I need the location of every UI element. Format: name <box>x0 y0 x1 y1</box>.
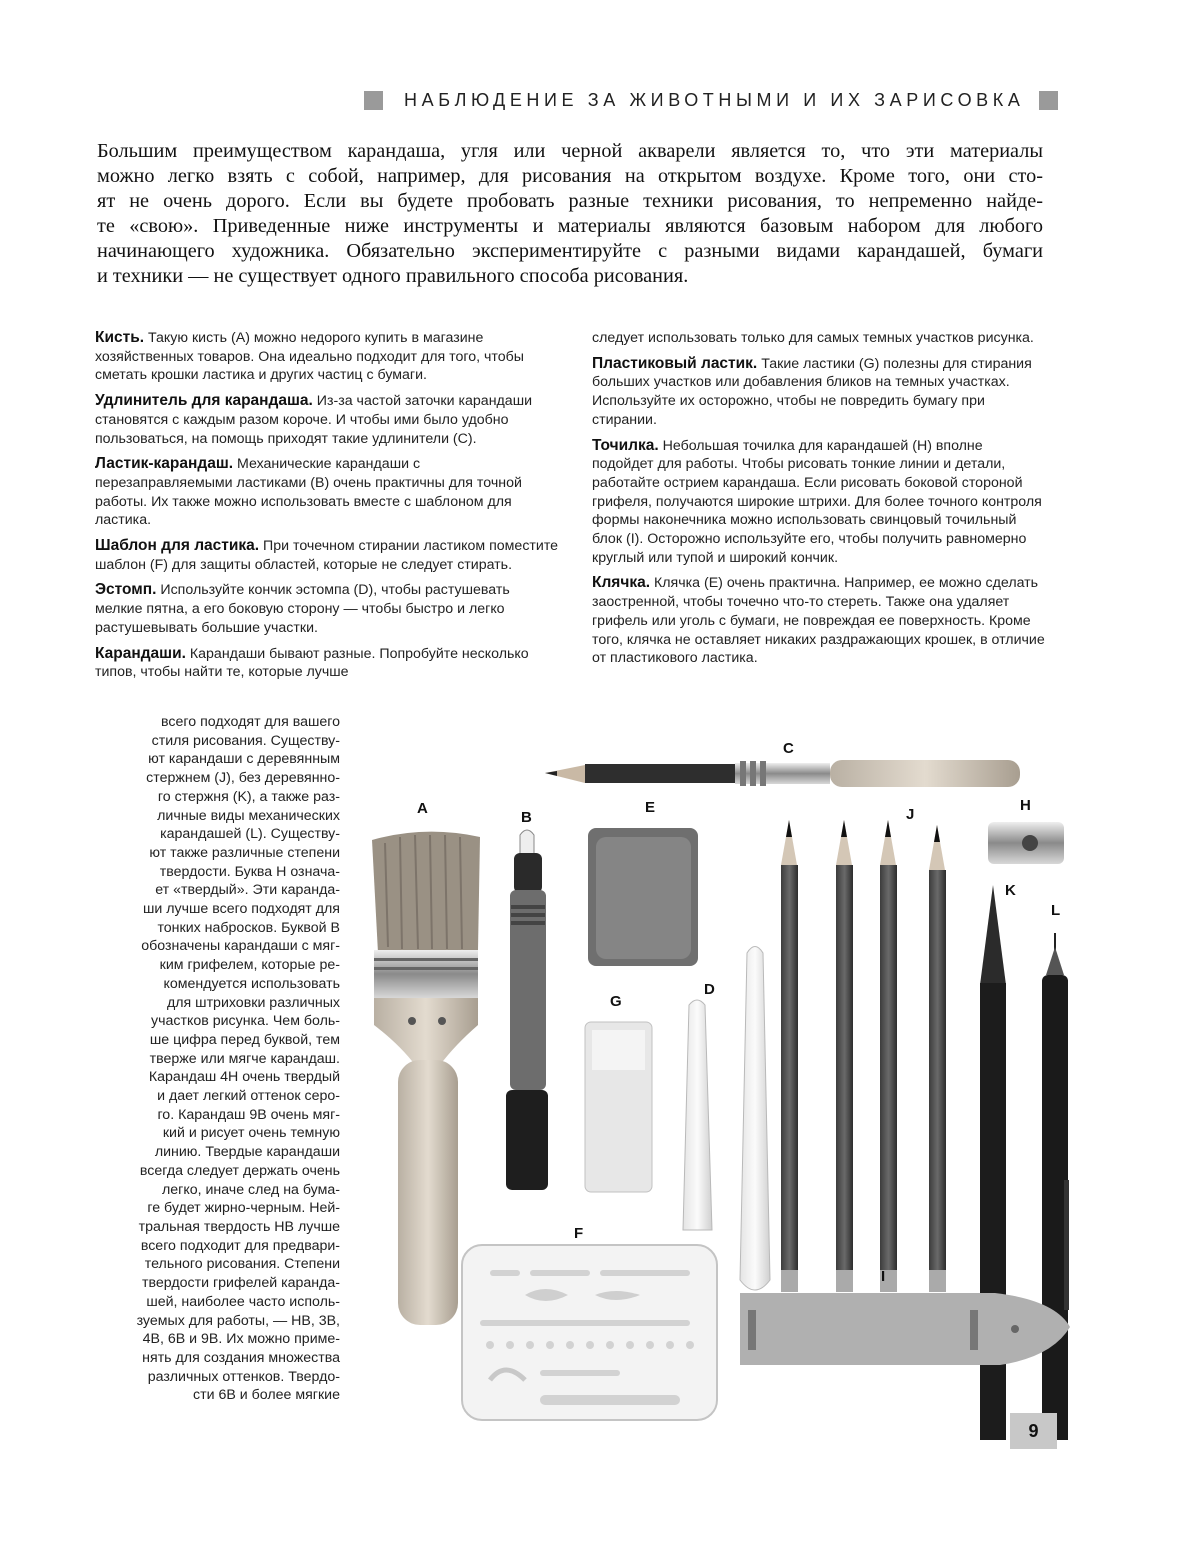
narrow-line: твердости грифелей каранда- <box>142 1275 340 1292</box>
tool-title: Карандаши. <box>95 644 186 662</box>
narrow-line: кий и рисует очень темную <box>162 1125 340 1142</box>
narrow-line: обозначены карандаши с мяг- <box>141 938 340 955</box>
tool-text: Клячка (E) очень практична. Например, ее можно сделать заостренной, чтобы точечно что-то стереть. Также она удаляет грифель или уголь с бумаги, не повреждая ее поверхность. Кроме того, клячка не оставляет никаких раздражающих крошек, в отличие от пластикового ластика. <box>592 575 1045 667</box>
narrow-line: ют карандаши с деревянным <box>148 751 340 768</box>
tool-title: Ластик-карандаш. <box>95 455 234 473</box>
narrow-line: всего подходят для вашего <box>161 714 340 730</box>
narrow-line: ким грифелем, которые ре- <box>159 957 340 974</box>
tool-entry <box>592 574 1047 668</box>
narrow-line: Карандаш 4H очень твердый <box>148 1069 340 1086</box>
tools-illustration <box>340 725 1096 1440</box>
narrow-line: тонких набросков. Буквой B <box>157 919 340 936</box>
narrow-line: шей, наиболее часто исполь- <box>146 1293 340 1310</box>
narrow-line: го. Карандаш 9B очень мяг- <box>157 1106 340 1123</box>
photo-label-e: E <box>645 799 656 816</box>
narrow-line: ше цифра перед буквой, тем <box>149 1031 340 1048</box>
narrow-line: ют также различные степени <box>149 844 340 861</box>
narrow-line: тральная твердость HB лучше <box>138 1218 340 1235</box>
photo-label-i: I <box>881 1268 886 1285</box>
narrow-line: ши лучше всего подходят для <box>143 901 340 918</box>
continuation-text: следует использовать только для самых темных участков рисунка. <box>592 330 1034 346</box>
tool-entry <box>95 392 560 448</box>
tool-text: Небольшая точилка для карандашей (H) вполне подойдет для работы. Чтобы рисовать тонкие линии и детали, работайте острием карандаша. Если рисовать боковой стороной грифеля, получаются широкие штрихи. Для более точного контроля формы наконечника можно использовать свинцовый точильный блок (I). Осторожно используйте его, чтобы получить равномерно круглый или тупой и широкий кончик. <box>592 437 1042 566</box>
narrow-line: комендуется использовать <box>163 975 340 992</box>
narrow-line: всегда следует держать очень <box>139 1162 340 1179</box>
tool-title: Кисть. <box>95 329 145 346</box>
tool-entry <box>592 437 1047 568</box>
narrow-line: сти 6B и более мягкие <box>193 1387 340 1404</box>
intro-line: те «свою». Приведенные ниже инструменты и материалы являются базовым набором для любого <box>97 215 1043 237</box>
narrow-line: го стержня (K), а также раз- <box>157 788 340 805</box>
pencil-extender-c <box>545 760 1020 787</box>
tool-title: Точилка. <box>592 436 659 454</box>
header-square-right <box>1039 91 1058 110</box>
narrow-line: легко, иначе след на бума- <box>161 1181 340 1198</box>
eraser-pencil-b <box>506 830 548 1190</box>
narrow-line: линию. Твердые карандаши <box>154 1144 340 1161</box>
mechanical-pencil-l <box>1042 933 1069 1440</box>
narrow-line: и дает легкий оттенок серо- <box>157 1088 340 1105</box>
tool-entry <box>95 581 560 637</box>
narrow-line: стиля рисования. Существу- <box>151 732 340 749</box>
tool-text: Карандаши бывают разные. Попробуйте несколько типов, чтобы найти те, которые лучше <box>95 645 529 681</box>
narrow-line: нять для создания множества <box>142 1349 340 1366</box>
photo-label-g: G <box>610 993 622 1010</box>
photo-label-k: K <box>1005 882 1016 899</box>
tool-title: Удлинитель для карандаша. <box>95 392 313 410</box>
narrow-line: ет «твердый». Эти каранда- <box>155 882 340 899</box>
intro-line: начинающего художника. Обязательно экспериментируйте с разными видами карандашей, бумаги <box>97 240 1043 262</box>
intro-paragraph <box>97 139 1043 289</box>
narrow-line: стержнем (J), без деревянно- <box>146 770 340 787</box>
sandpaper-block-i <box>740 1293 1070 1365</box>
narrow-line: участков рисунка. Чем боль- <box>151 1013 340 1030</box>
photo-label-d: D <box>704 981 715 998</box>
plastic-eraser-g <box>585 1022 652 1192</box>
tool-text: Механические карандаши с перезаправляемыми ластиками (B) очень практичны для точной работы. Их также можно использовать вместе с шаблоном для ластика. <box>95 456 522 529</box>
photo-label-b: B <box>521 809 532 826</box>
narrow-line: для штриховки различных <box>167 994 340 1011</box>
tools-photo <box>340 725 1096 1440</box>
tool-text: При точечном стирании ластиком поместите шаблон (F) для защиты областей, которые не следует стирать. <box>95 538 559 573</box>
intro-line: ят не очень дорого. Если вы будете пробовать разные техники рисования, то непременно найде- <box>97 190 1043 212</box>
photo-label-a: A <box>417 800 428 817</box>
tool-title: Шаблон для ластика. <box>95 537 260 555</box>
narrow-line: 4B, 6B и 9B. Их можно приме- <box>142 1331 340 1348</box>
right-column <box>592 329 1047 675</box>
narrow-line: различных оттенков. Твердо- <box>147 1368 340 1385</box>
tool-title: Пластиковый ластик. <box>592 354 758 372</box>
tool-text: Из-за частой заточки карандаши становятся с каждым разом короче. И чтобы ими было удобно пользоваться, на помощь приходят такие удлинители (C). <box>95 393 532 447</box>
header-title: НАБЛЮДЕНИЕ ЗА ЖИВОТНЫМИ И ИХ ЗАРИСОВКА <box>404 90 1025 110</box>
tool-text: Такую кисть (A) можно недорого купить в магазине хозяйственных товаров. Она идеально подходит для того, чтобы сметать крошки ластика и других частиц с бумаги. <box>95 330 524 384</box>
intro-line: Большим преимуществом карандаша, угля или черной акварели является то, что эти материалы <box>97 140 1043 162</box>
narrow-line: карандашей (L). Существу- <box>160 826 340 843</box>
sharpener-h <box>988 822 1064 864</box>
photo-label-h: H <box>1020 797 1031 814</box>
photo-label-j: J <box>906 806 915 823</box>
narrow-line: тельного рисования. Степени <box>144 1256 340 1273</box>
narrow-line: личные виды механических <box>157 807 340 824</box>
tool-entry <box>95 537 560 574</box>
tool-entry <box>95 645 560 682</box>
pencils-narrow-column <box>95 713 340 1405</box>
running-header <box>364 88 1058 112</box>
brush-a <box>372 832 480 1325</box>
tool-title: Клячка. <box>592 574 651 592</box>
eraser-shield-f <box>462 1245 717 1420</box>
photo-label-c: C <box>783 740 794 757</box>
narrow-line: зуемых для работы, — HB, 3B, <box>136 1312 340 1329</box>
tool-title: Эстомп. <box>95 581 157 599</box>
intro-line: можно легко взять с собой, например, для рисования на открытом воздухе. Кроме того, они сто- <box>97 165 1043 187</box>
photo-label-f: F <box>574 1225 584 1242</box>
tool-text: Такие ластики (G) полезны для стирания больших участков или добавления бликов на темных участках. Используйте их осторожно, чтобы не повредить бумагу при стирании. <box>592 355 1032 428</box>
tool-entry <box>95 455 560 530</box>
photo-label-l: L <box>1051 902 1061 919</box>
tool-text: Используйте кончик эстомпа (D), чтобы растушевать мелкие пятна, а его боковую сторону — чтобы быстро и легко растушевывать большие участки. <box>95 582 510 636</box>
wooden-pencils-j <box>781 820 946 1292</box>
narrow-line: ге будет жирно-черным. Ней- <box>147 1200 340 1217</box>
kneaded-eraser-e <box>588 828 698 966</box>
left-column <box>95 329 560 689</box>
blending-stumps-d <box>683 947 770 1291</box>
tool-entry <box>592 355 1047 430</box>
page-number: 9 <box>1010 1413 1057 1449</box>
narrow-line: тверже или мягче карандаш. <box>149 1050 340 1067</box>
tool-entry <box>95 329 560 385</box>
header-square-left <box>364 91 383 110</box>
narrow-line: твердости. Буква H означа- <box>159 863 340 880</box>
narrow-line: всего подходит для предвари- <box>140 1237 340 1254</box>
intro-line: и техники — не существует одного правильного способа рисования. <box>97 265 689 287</box>
